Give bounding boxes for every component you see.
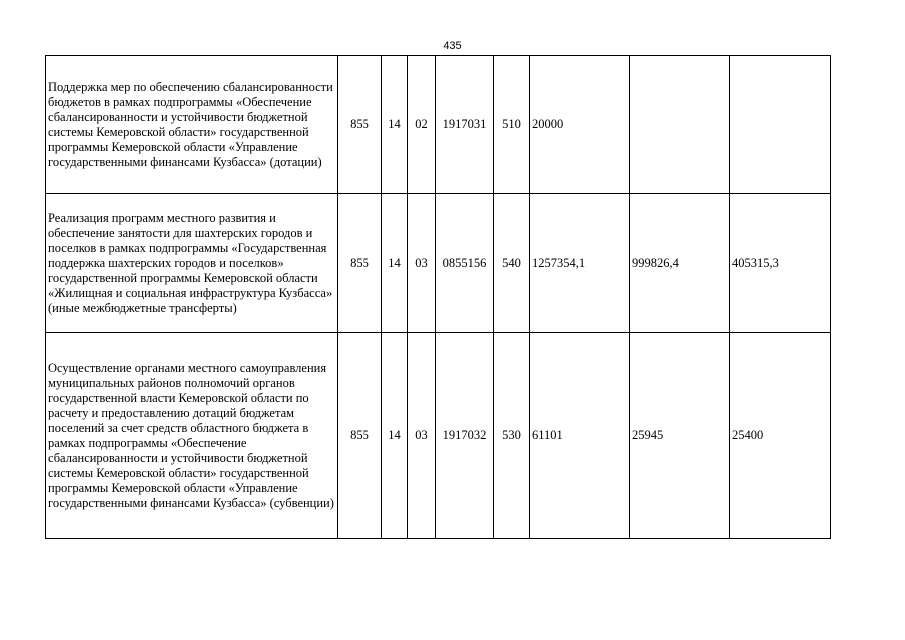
section-code: 14 [382, 333, 408, 539]
row-description: Поддержка мер по обеспечению сбалансированности бюджетов в рамках подпрограммы «Обеспечение сбалансированности и устойчивости бюджетной системы Кемеровской области» государственной программы Кемеровской области «Управление государственными финансами Кузбасса» (дотации) [46, 56, 338, 194]
target-article-code: 1917031 [436, 56, 494, 194]
amount-year-2 [630, 56, 730, 194]
expense-type-code: 530 [494, 333, 530, 539]
amount-year-2: 999826,4 [630, 194, 730, 333]
budget-table [45, 55, 831, 539]
subsection-code: 03 [408, 333, 436, 539]
amount-year-1: 20000 [530, 56, 630, 194]
section-code: 14 [382, 56, 408, 194]
subsection-code: 03 [408, 194, 436, 333]
amount-year-2: 25945 [630, 333, 730, 539]
table-row [46, 194, 831, 333]
ministry-code: 855 [338, 56, 382, 194]
target-article-code: 0855156 [436, 194, 494, 333]
amount-year-3: 25400 [730, 333, 831, 539]
ministry-code: 855 [338, 194, 382, 333]
expense-type-code: 540 [494, 194, 530, 333]
subsection-code: 02 [408, 56, 436, 194]
row-description: Реализация программ местного развития и обеспечение занятости для шахтерских городов и поселков в рамках подпрограммы «Государственная поддержка шахтерских городов и поселков» государственной программы Кемеровской области «Жилищная и социальная инфраструктура Кузбасса» (иные межбюджетные трансферты) [46, 194, 338, 333]
table-row [46, 56, 831, 194]
section-code: 14 [382, 194, 408, 333]
table-row [46, 333, 831, 539]
amount-year-3: 405315,3 [730, 194, 831, 333]
page-number: 435 [443, 40, 462, 52]
amount-year-1: 61101 [530, 333, 630, 539]
amount-year-3 [730, 56, 831, 194]
expense-type-code: 510 [494, 56, 530, 194]
row-description: Осуществление органами местного самоуправления муниципальных районов полномочий органов государственной власти Кемеровской области по расчету и предоставлению дотаций бюджетам поселений за счет средств областного бюджета в рамках подпрограммы «Обеспечение сбалансированности и устойчивости бюджетной системы Кемеровской области» государственной программы Кемеровской области «Управление государственными финансами Кузбасса» (субвенции) [46, 333, 338, 539]
ministry-code: 855 [338, 333, 382, 539]
amount-year-1: 1257354,1 [530, 194, 630, 333]
target-article-code: 1917032 [436, 333, 494, 539]
